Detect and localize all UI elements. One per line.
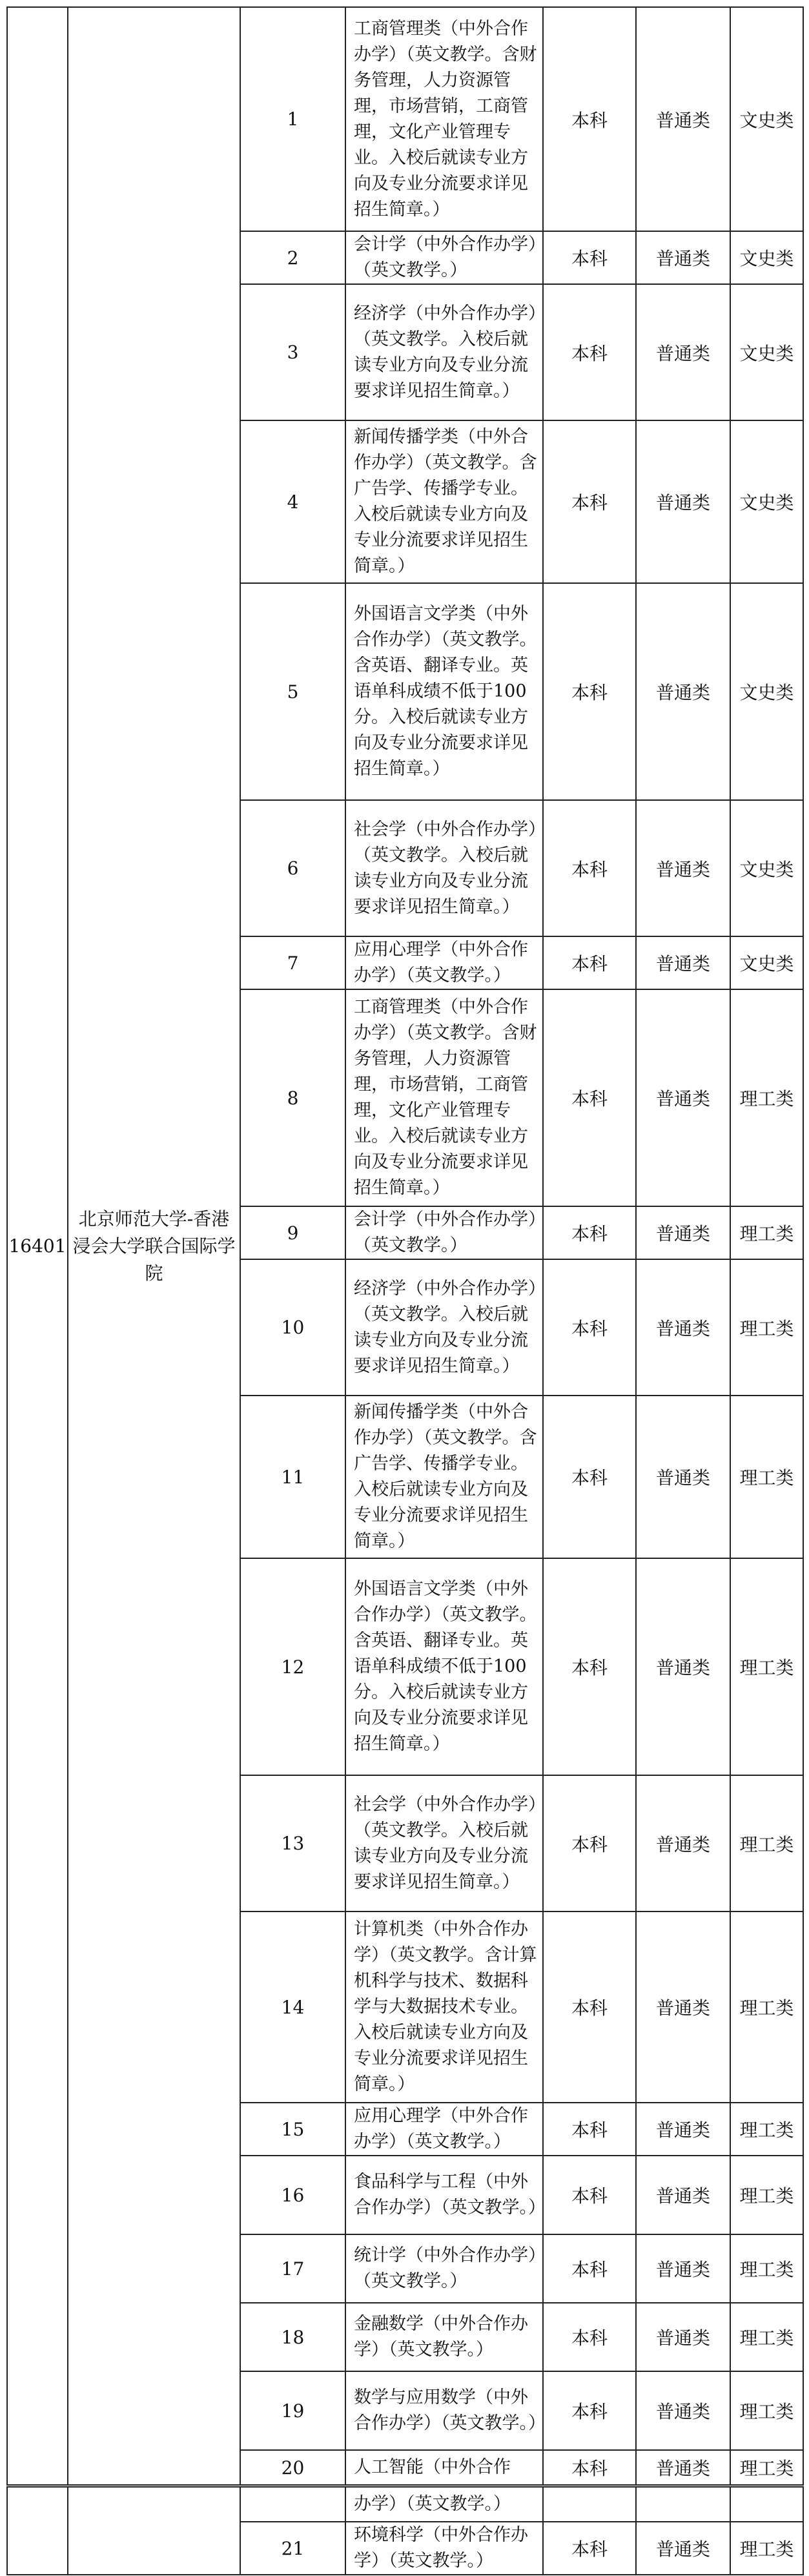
major-name: 工商管理类（中外合作办学）（英文教学。含财务管理，人力资源管理，市场营销，工商管理，文化产业管理专业。入校后就读专业方向及专业分流要求详见招生简章。） [345, 7, 543, 231]
admission-type: 普通类 [636, 2371, 730, 2450]
admission-type: 普通类 [636, 231, 730, 284]
row-number: 11 [240, 1396, 345, 1558]
row-number: 7 [240, 936, 345, 989]
admission-type: 普通类 [636, 1558, 730, 1775]
education-level: 本科 [543, 1911, 636, 2103]
school-code: 16401 [7, 7, 68, 2485]
education-level: 本科 [543, 1558, 636, 1775]
table-row [7, 7, 803, 231]
admission-type: 普通类 [636, 2450, 730, 2485]
row-number: 9 [240, 1206, 345, 1259]
row-number: 17 [240, 2234, 345, 2303]
admission-type: 普通类 [636, 800, 730, 936]
row-number-continued [240, 2487, 345, 2522]
major-name-continued: 办学）（英文教学。） [345, 2487, 543, 2522]
education-level: 本科 [543, 1775, 636, 1911]
education-level: 本科 [543, 231, 636, 284]
subject-category: 文史类 [730, 7, 803, 231]
major-name: 经济学（中外合作办学）（英文教学。入校后就读专业方向及专业分流要求详见招生简章。） [345, 284, 543, 420]
school-name-continued [68, 2487, 240, 2575]
subject-category: 理工类 [730, 2371, 803, 2450]
major-name: 工商管理类（中外合作办学）（英文教学。含财务管理，人力资源管理，市场营销，工商管理，文化产业管理专业。入校后就读专业方向及专业分流要求详见招生简章。） [345, 989, 543, 1206]
row-number: 20 [240, 2450, 345, 2485]
major-name: 数学与应用数学（中外合作办学）（英文教学。） [345, 2371, 543, 2450]
admission-type: 普通类 [636, 1775, 730, 1911]
admission-type: 普通类 [636, 583, 730, 800]
education-level: 本科 [543, 2522, 636, 2575]
major-name: 金融数学（中外合作办学）（英文教学。） [345, 2303, 543, 2371]
subject-category: 理工类 [730, 1911, 803, 2103]
admissions-table [6, 6, 804, 2486]
education-level: 本科 [543, 2156, 636, 2234]
subject-category: 理工类 [730, 989, 803, 1206]
subject-category: 理工类 [730, 2156, 803, 2234]
major-name: 人工智能（中外合作 [345, 2450, 543, 2485]
row-number: 18 [240, 2303, 345, 2371]
subject-category: 理工类 [730, 2450, 803, 2485]
admission-type: 普通类 [636, 989, 730, 1206]
subject-category-continued [730, 2487, 803, 2522]
subject-category: 理工类 [730, 1775, 803, 1911]
subject-category: 理工类 [730, 2234, 803, 2303]
education-level: 本科 [543, 583, 636, 800]
row-number: 10 [240, 1259, 345, 1396]
subject-category: 理工类 [730, 2522, 803, 2575]
admission-type: 普通类 [636, 2303, 730, 2371]
row-number: 19 [240, 2371, 345, 2450]
admission-type-continued [636, 2487, 730, 2522]
major-name: 应用心理学（中外合作办学）（英文教学。） [345, 2103, 543, 2156]
subject-category: 理工类 [730, 1558, 803, 1775]
major-name: 食品科学与工程（中外合作办学）（英文教学。） [345, 2156, 543, 2234]
education-level: 本科 [543, 7, 636, 231]
admission-type: 普通类 [636, 2103, 730, 2156]
admission-type: 普通类 [636, 1206, 730, 1259]
row-number: 1 [240, 7, 345, 231]
admission-type: 普通类 [636, 7, 730, 231]
row-number: 12 [240, 1558, 345, 1775]
admission-type: 普通类 [636, 936, 730, 989]
education-level-continued [543, 2487, 636, 2522]
education-level: 本科 [543, 2371, 636, 2450]
major-name: 统计学（中外合作办学）（英文教学。） [345, 2234, 543, 2303]
subject-category: 文史类 [730, 936, 803, 989]
table-row [7, 2487, 803, 2522]
education-level: 本科 [543, 2450, 636, 2485]
admission-type: 普通类 [636, 1911, 730, 2103]
education-level: 本科 [543, 989, 636, 1206]
admission-type: 普通类 [636, 420, 730, 583]
subject-category: 理工类 [730, 1396, 803, 1558]
major-name: 会计学（中外合作办学）（英文教学。） [345, 1206, 543, 1259]
subject-category: 文史类 [730, 231, 803, 284]
school-code-continued [7, 2487, 68, 2575]
admission-type: 普通类 [636, 1259, 730, 1396]
major-name: 社会学（中外合作办学）（英文教学。入校后就读专业方向及专业分流要求详见招生简章。） [345, 1775, 543, 1911]
admission-type: 普通类 [636, 2234, 730, 2303]
school-name: 北京师范大学-香港浸会大学联合国际学院 [68, 7, 240, 2485]
row-number: 15 [240, 2103, 345, 2156]
row-number: 5 [240, 583, 345, 800]
major-name: 外国语言文学类（中外合作办学）（英文教学。含英语、翻译专业。英语单科成绩不低于100分。入校后就读专业方向及专业分流要求详见招生简章。） [345, 583, 543, 800]
row-number: 16 [240, 2156, 345, 2234]
major-name: 会计学（中外合作办学）（英文教学。） [345, 231, 543, 284]
major-name: 社会学（中外合作办学）（英文教学。入校后就读专业方向及专业分流要求详见招生简章。） [345, 800, 543, 936]
major-name: 计算机类（中外合作办学）（英文教学。含计算机科学与技术、数据科学与大数据技术专业。入校后就读专业方向及专业分流要求详见招生简章。） [345, 1911, 543, 2103]
row-number: 2 [240, 231, 345, 284]
subject-category: 理工类 [730, 1206, 803, 1259]
admissions-table-continued [6, 2486, 804, 2575]
major-name: 应用心理学（中外合作办学）（英文教学。） [345, 936, 543, 989]
major-name: 经济学（中外合作办学）（英文教学。入校后就读专业方向及专业分流要求详见招生简章。） [345, 1259, 543, 1396]
subject-category: 文史类 [730, 583, 803, 800]
row-number: 6 [240, 800, 345, 936]
education-level: 本科 [543, 1259, 636, 1396]
major-name: 环境科学（中外合作办学）（英文教学。） [345, 2522, 543, 2575]
subject-category: 理工类 [730, 2303, 803, 2371]
subject-category: 文史类 [730, 420, 803, 583]
major-name: 外国语言文学类（中外合作办学）（英文教学。含英语、翻译专业。英语单科成绩不低于100分。入校后就读专业方向及专业分流要求详见招生简章。） [345, 1558, 543, 1775]
row-number: 3 [240, 284, 345, 420]
subject-category: 理工类 [730, 1259, 803, 1396]
major-name: 新闻传播学类（中外合作办学）（英文教学。含广告学、传播学专业。入校后就读专业方向及专业分流要求详见招生简章。） [345, 1396, 543, 1558]
education-level: 本科 [543, 420, 636, 583]
subject-category: 文史类 [730, 800, 803, 936]
major-name: 新闻传播学类（中外合作办学）（英文教学。含广告学、传播学专业。入校后就读专业方向及专业分流要求详见招生简章。） [345, 420, 543, 583]
education-level: 本科 [543, 1206, 636, 1259]
row-number: 14 [240, 1911, 345, 2103]
admission-type: 普通类 [636, 1396, 730, 1558]
row-number: 21 [240, 2522, 345, 2575]
education-level: 本科 [543, 2234, 636, 2303]
row-number: 8 [240, 989, 345, 1206]
education-level: 本科 [543, 2103, 636, 2156]
education-level: 本科 [543, 936, 636, 989]
admission-type: 普通类 [636, 2156, 730, 2234]
subject-category: 理工类 [730, 2103, 803, 2156]
row-number: 13 [240, 1775, 345, 1911]
education-level: 本科 [543, 800, 636, 936]
row-number: 4 [240, 420, 345, 583]
admission-type: 普通类 [636, 284, 730, 420]
education-level: 本科 [543, 1396, 636, 1558]
admission-type: 普通类 [636, 2522, 730, 2575]
education-level: 本科 [543, 2303, 636, 2371]
subject-category: 文史类 [730, 284, 803, 420]
education-level: 本科 [543, 284, 636, 420]
